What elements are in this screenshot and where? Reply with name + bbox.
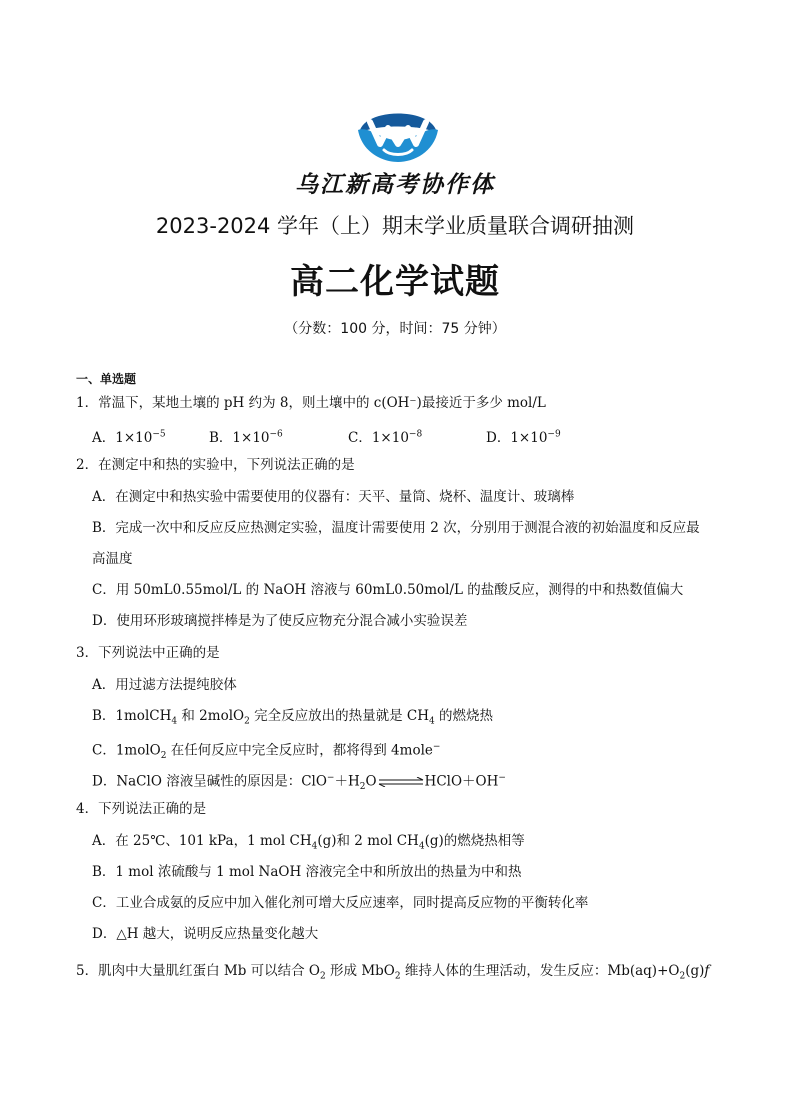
q3-d-part1: D．NaClO 溶液呈碱性的原因是：ClO — [92, 773, 327, 790]
q5-sub2: 2 — [394, 971, 401, 982]
q3-d-sup1: − — [326, 773, 335, 783]
q3-stem: 3．下列说法中正确的是 — [76, 645, 220, 661]
q3-b-part2: 和 2molO — [177, 708, 245, 724]
q4-option-d[interactable]: D．△H 越大，说明反应热量变化越大 — [92, 926, 319, 942]
q3-c-sup: − — [432, 742, 441, 752]
q1-option-b-text: B．1×10 — [209, 430, 270, 446]
q5-tail: f — [704, 963, 710, 979]
section-heading: 一、单选题 — [76, 372, 137, 386]
q3-d-sup2: − — [498, 773, 506, 783]
q3-c-part2: 在任何反应中完全反应时，都将得到 4mole — [166, 742, 433, 759]
q3-b-part1: B．1molCH — [92, 708, 172, 724]
q4-option-c[interactable]: C．工业合成氨的反应中加入催化剂可增大反应速率，同时提高反应物的平衡转化率 — [92, 895, 589, 911]
logo-icon — [350, 100, 446, 164]
q5-stem — [76, 962, 709, 986]
page-title: 高二化学试题 — [290, 262, 500, 302]
q3-b-sub1: 4 — [171, 716, 178, 727]
q5-part2: 形成 MbO — [325, 963, 395, 979]
q3-option-b[interactable] — [92, 707, 493, 731]
q3-b-part4: 的燃烧热 — [434, 708, 494, 724]
q3-option-d[interactable] — [92, 769, 506, 796]
q1-option-a[interactable] — [92, 426, 166, 446]
exam-subtitle: 2023-2024 学年（上）期末学业质量联合调研抽测 — [155, 214, 635, 238]
q3-b-part3: 完全反应放出的热量就是 CH — [249, 708, 430, 724]
q5-part4: (g) — [685, 963, 705, 979]
brand-name: 乌江新高考协作体 — [295, 172, 495, 198]
q2-option-b-line2[interactable]: 高温度 — [92, 551, 133, 567]
q1-option-d-exp: −9 — [547, 429, 561, 440]
q4-a-part2: (g)和 2 mol CH — [317, 833, 419, 849]
q3-option-a[interactable]: A．用过滤方法提纯胶体 — [92, 677, 237, 693]
q4-a-sub1: 4 — [311, 841, 318, 852]
q5-part1: 5．肌肉中大量肌红蛋白 Mb 可以结合 O — [76, 963, 320, 979]
q4-a-sub2: 4 — [418, 841, 425, 852]
q1-option-b[interactable] — [209, 426, 283, 446]
q2-option-d[interactable]: D．使用环形玻璃搅拌棒是为了使反应物充分混合减小实验误差 — [92, 613, 468, 629]
q1-option-a-text: A．1×10 — [92, 430, 153, 446]
q1-option-c[interactable] — [348, 426, 422, 446]
q4-option-a[interactable] — [92, 832, 525, 856]
q1-stem: 1．常温下，某地土壤的 pH 约为 8，则土壤中的 c(OH⁻)最接近于多少 mol/L — [76, 395, 546, 411]
q1-option-a-exp: −5 — [152, 429, 166, 440]
q1-option-c-exp: −8 — [408, 429, 423, 440]
q3-b-sub3: 4 — [429, 716, 435, 727]
q5-part3: 维持人体的生理活动，发生反应：Mb(aq)+O — [400, 963, 680, 979]
q2-stem: 2．在测定中和热的实验中，下列说法正确的是 — [76, 457, 355, 473]
q1-option-d[interactable] — [486, 426, 561, 446]
q2-option-c[interactable]: C．用 50mL0.55mol/L 的 NaOH 溶液与 60mL0.50mol/L 的盐酸反应，测得的中和热数值偏大 — [92, 582, 684, 598]
q3-d-part2: ＋H — [334, 773, 360, 790]
q3-d-part3: O — [365, 773, 377, 790]
q3-c-sub: 2 — [160, 751, 167, 762]
q3-d-sub: 2 — [359, 782, 366, 793]
q1-option-c-text: C．1×10 — [348, 430, 409, 446]
q3-d-part4: HClO＋OH — [424, 773, 499, 790]
q3-option-c[interactable] — [92, 738, 440, 765]
equilibrium-arrow-icon — [377, 777, 425, 787]
q2-option-b-line1[interactable]: B．完成一次中和反应反应热测定实验，温度计需要使用 2 次，分别用于测混合液的初始温度和反应最 — [92, 520, 700, 536]
q4-a-part1: A．在 25℃、101 kPa，1 mol CH — [92, 833, 312, 849]
q2-option-a[interactable]: A．在测定中和热实验中需要使用的仪器有：天平、量筒、烧杯、温度计、玻璃棒 — [92, 489, 575, 505]
q1-option-d-text: D．1×10 — [486, 430, 548, 446]
exam-meta: （分数：100 分，时间：75 分钟） — [284, 321, 506, 337]
q4-option-b[interactable]: B．1 mol 浓硫酸与 1 mol NaOH 溶液完全中和所放出的热量为中和热 — [92, 864, 522, 880]
q3-c-part1: C．1molO — [92, 742, 161, 759]
q5-sub1: 2 — [320, 971, 326, 982]
q3-b-sub2: 2 — [244, 716, 250, 727]
q4-a-part3: (g)的燃烧热相等 — [424, 833, 525, 849]
q1-option-b-exp: −6 — [269, 429, 283, 440]
q4-stem: 4．下列说法正确的是 — [76, 801, 207, 817]
q5-sub3: 2 — [679, 971, 686, 982]
